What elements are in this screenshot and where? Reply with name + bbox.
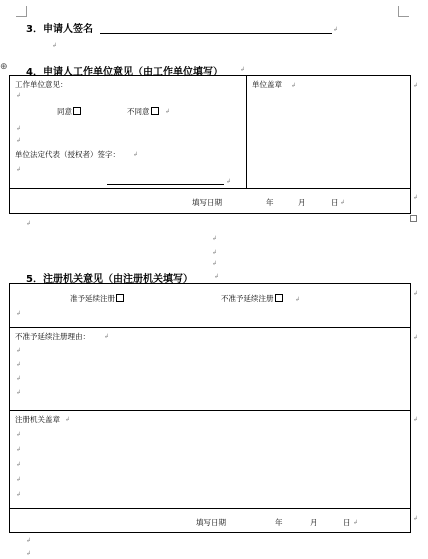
table-move-handle[interactable]: ⊕ [0,62,8,72]
paragraph-mark: ↲ [353,519,359,526]
employer-date-year: 年 [266,198,274,207]
row-end-mark: ↲ [413,334,419,341]
paragraph-mark: ↲ [16,125,22,132]
authority-date-year: 年 [275,518,283,527]
employer-date-label: 填写日期 [192,198,222,207]
paragraph-mark: ↲ [52,42,58,49]
row-end-mark: ↲ [413,416,419,423]
employer-opinion-label: 工作单位意见： [15,80,68,89]
paragraph-mark: ↲ [291,82,297,89]
signature-line[interactable] [100,33,332,34]
paragraph-mark: ↲ [212,249,218,256]
employer-date-month: 月 [298,198,306,207]
paragraph-mark: ↲ [214,273,220,280]
paragraph-mark: ↲ [240,66,246,73]
paragraph-mark: ↲ [16,347,22,354]
section5-title: 5．注册机关意见（由注册机关填写） [26,274,193,285]
row-end-mark: ↲ [413,194,419,201]
paragraph-mark: ↲ [16,310,22,317]
approve-renewal-checkbox[interactable] [116,294,124,302]
paragraph-mark: ↲ [16,166,22,173]
paragraph-mark: ↲ [16,461,22,468]
employer-agree-option[interactable] [57,106,81,117]
employer-opinion-table [9,75,411,214]
table-divider [246,75,247,188]
reject-renewal-option[interactable] [221,293,283,304]
legal-rep-signature-line[interactable] [107,184,224,185]
paragraph-mark: ↲ [26,550,32,557]
employer-disagree-option[interactable] [127,106,159,117]
table-resize-handle[interactable] [410,215,417,222]
paragraph-mark: ↲ [26,220,32,227]
approve-renewal-option[interactable] [70,293,124,304]
employer-seal-label: 单位盖章 [252,80,282,89]
paragraph-mark: ↲ [104,333,110,340]
paragraph-mark: ↲ [16,476,22,483]
paragraph-mark: ↲ [16,446,22,453]
table-divider [9,188,411,189]
row-end-mark: ↲ [413,515,419,522]
employer-date-day: 日 [331,198,339,207]
paragraph-mark: ↲ [16,361,22,368]
table-divider [9,327,411,328]
legal-rep-signature-label: 单位法定代表（授权者）签字： [15,150,120,159]
row-end-mark: ↲ [413,290,419,297]
paragraph-mark: ↲ [16,431,22,438]
paragraph-mark: ↲ [212,260,218,267]
approve-renewal-label: 准予延续注册 [70,294,115,303]
section4-title: 4．申请人工作单位意见（由工作单位填写） [26,67,223,78]
authority-date-month: 月 [310,518,318,527]
employer-agree-checkbox[interactable] [73,107,81,115]
paragraph-mark: ↲ [16,375,22,382]
row-end-mark: ↲ [413,82,419,89]
reject-reason-label: 不准予延续注册理由： [15,332,90,341]
paragraph-mark: ↲ [16,389,22,396]
page-corner-top-right [398,6,409,17]
authority-date-day: 日 [343,518,351,527]
employer-agree-label: 同意 [57,107,72,116]
paragraph-mark: ↲ [295,296,301,303]
authority-date-label: 填写日期 [196,518,226,527]
reject-renewal-label: 不准予延续注册 [221,294,274,303]
table-divider [9,508,411,509]
paragraph-mark: ↲ [340,199,346,206]
paragraph-mark: ↲ [133,151,139,158]
paragraph-mark: ↲ [16,92,22,99]
employer-disagree-label: 不同意 [127,107,150,116]
authority-seal-label: 注册机关盖章 [15,415,60,424]
paragraph-mark: ↲ [212,235,218,242]
paragraph-mark: ↲ [16,137,22,144]
paragraph-mark: ↲ [165,108,171,115]
paragraph-mark: ↲ [16,491,22,498]
paragraph-mark: ↲ [333,26,339,33]
paragraph-mark: ↲ [226,178,232,185]
page-corner-top-left [16,6,27,17]
employer-disagree-checkbox[interactable] [151,107,159,115]
reject-renewal-checkbox[interactable] [275,294,283,302]
section3-title: 3．申请人签名 [26,24,93,35]
table-divider [9,410,411,411]
registration-authority-table [9,283,411,533]
paragraph-mark: ↲ [26,537,32,544]
paragraph-mark: ↲ [65,416,71,423]
